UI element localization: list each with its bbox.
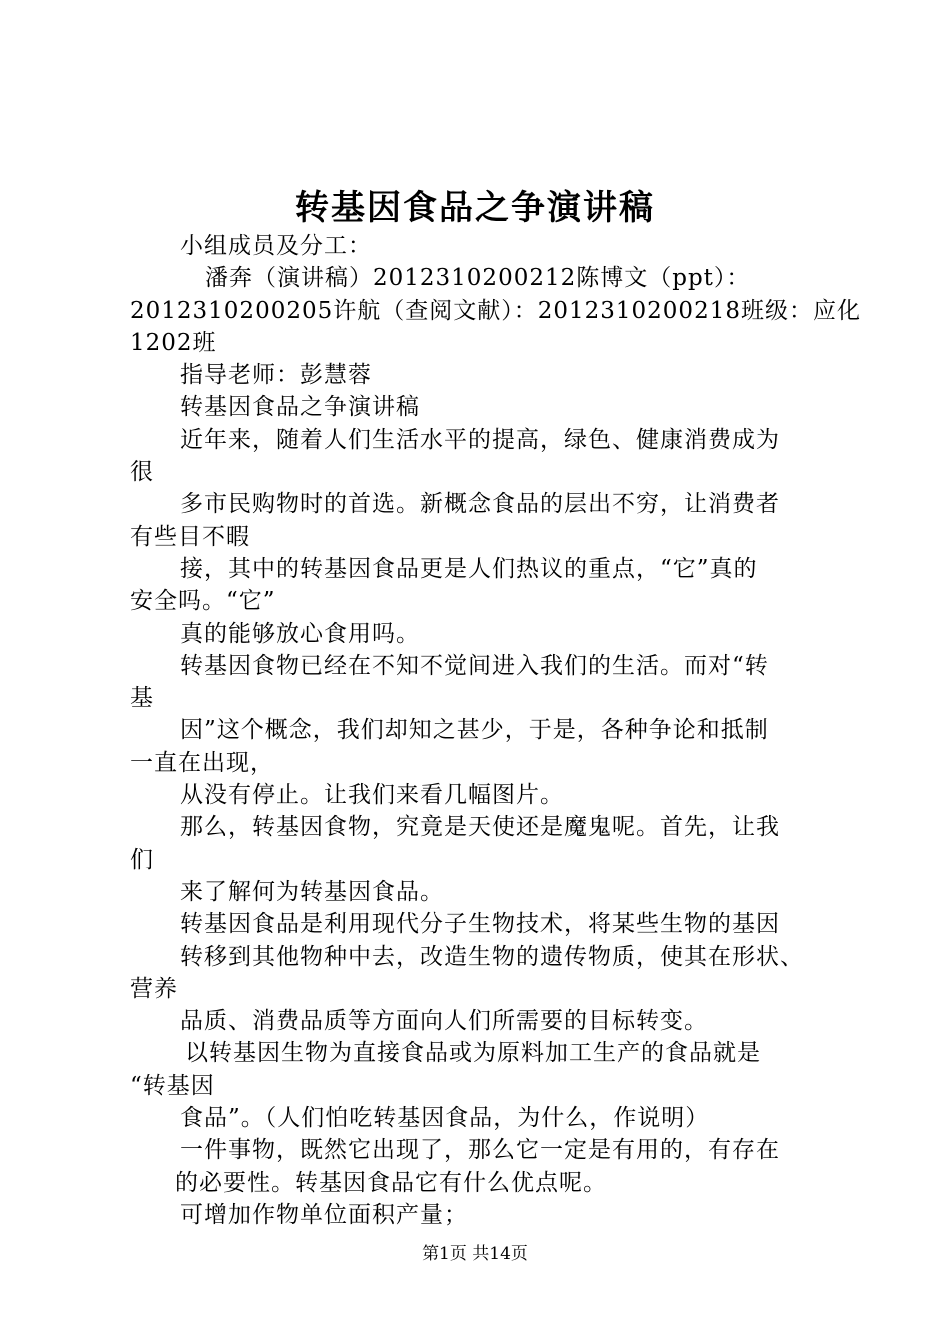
paragraph-line: 可增加作物单位面积产量； bbox=[180, 1201, 468, 1228]
paragraph-line: 转基因食品是利用现代分子生物技术，将某些生物的基因 bbox=[180, 911, 780, 938]
page-number-footer: 第1页 共14页 bbox=[422, 1244, 528, 1264]
paragraph-line: 真的能够放心食用吗。 bbox=[180, 620, 420, 647]
paragraph-line: 指导老师：彭慧蓉 bbox=[180, 362, 372, 389]
paragraph-line: 以转基因生物为直接食品或为原料加工生产的食品就是 bbox=[185, 1040, 761, 1067]
paragraph-line: 小组成员及分工： bbox=[180, 233, 372, 259]
paragraph-line: “转基因 bbox=[130, 1072, 215, 1099]
paragraph-line: 1202班 bbox=[130, 329, 217, 356]
paragraph-line: 一件事物，既然它出现了，那么它一定是有用的，有存在 bbox=[180, 1137, 780, 1164]
paragraph-line: 基 bbox=[130, 685, 154, 712]
paragraph-line: 2012310200205许航（查阅文献）：2012310200218班级：应化 bbox=[130, 297, 861, 324]
document-body bbox=[130, 230, 861, 1231]
paragraph-line: 们 bbox=[130, 846, 154, 873]
paragraph-line: 转基因食物已经在不知不觉间进入我们的生活。而对“转 bbox=[180, 652, 769, 679]
paragraph-line: 品质、消费品质等方面向人们所需要的目标转变。 bbox=[180, 1008, 708, 1035]
paragraph-line: 来了解何为转基因食品。 bbox=[180, 878, 444, 905]
paragraph-line: 多市民购物时的首选。新概念食品的层出不穷，让消费者 bbox=[180, 491, 780, 518]
paragraph-line: 那么，转基因食物，究竟是天使还是魔鬼呢。首先，让我 bbox=[180, 814, 780, 841]
paragraph-line: 从没有停止。让我们来看几幅图片。 bbox=[180, 782, 564, 809]
paragraph-line: 近年来，随着人们生活水平的提高，绿色、健康消费成为 bbox=[180, 426, 780, 453]
paragraph-line: 接，其中的转基因食品更是人们热议的重点，“它”真的 bbox=[180, 555, 758, 582]
paragraph-line: 转移到其他物种中去，改造生物的遗传物质，使其在形状、 bbox=[180, 943, 804, 970]
paragraph-line: 的必要性。转基因食品它有什么优点呢。 bbox=[175, 1169, 607, 1196]
paragraph-line: 安全吗。“它” bbox=[130, 588, 276, 615]
document-title: 转基因食品之争演讲稿 bbox=[295, 188, 655, 228]
paragraph-line: 食品”。（人们怕吃转基因食品，为什么，作说明） bbox=[180, 1105, 710, 1132]
paragraph-line: 转基因食品之争演讲稿 bbox=[180, 394, 420, 421]
paragraph-line: 很 bbox=[130, 459, 154, 486]
paragraph-line: 一直在出现， bbox=[130, 749, 274, 776]
paragraph-line: 因”这个概念，我们却知之甚少，于是，各种争论和抵制 bbox=[180, 717, 769, 744]
paragraph-line: 潘奔（演讲稿）2012310200212陈博文（ppt）： bbox=[205, 265, 751, 292]
paragraph-line: 营养 bbox=[130, 975, 178, 1002]
paragraph-line: 有些目不暇 bbox=[130, 523, 250, 550]
